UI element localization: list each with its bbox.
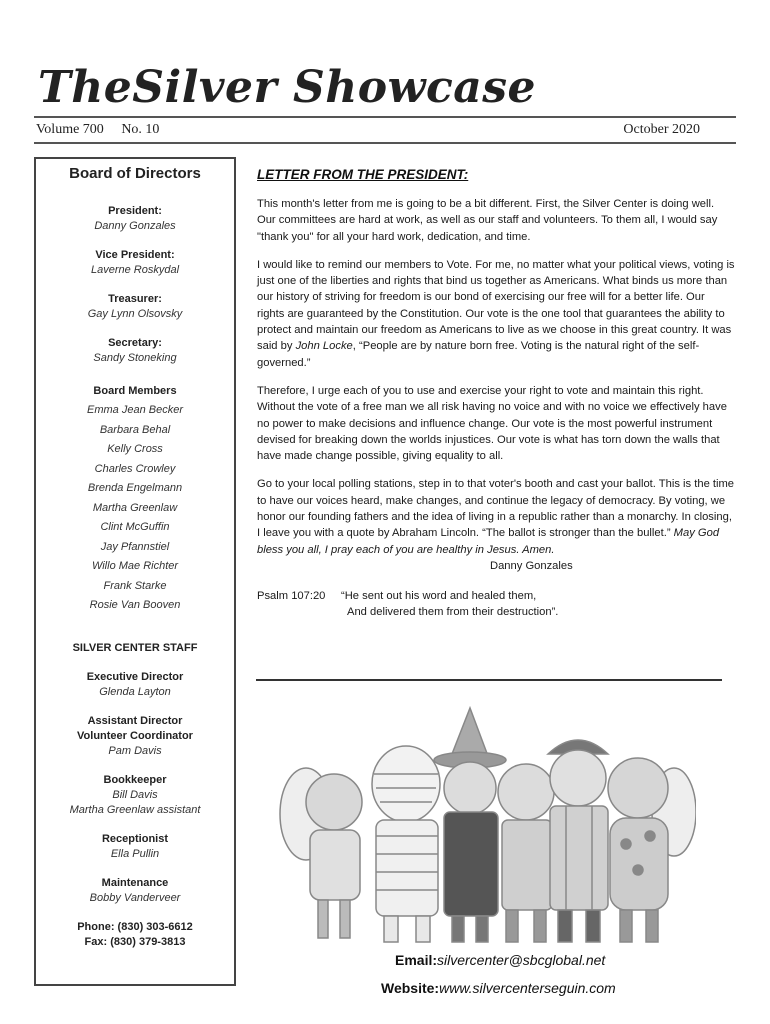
letter-paragraph: Therefore, I urge each of you to use and exercise your right to vote and maintain this right. Without the vote of a free man we all risk having no voice and with no voice we effectively have no power to make decisions and influence change. Our vote is the most powerful instrument devised for breaking down the worlds injustices. Our vote is what has torn down the walls that have made change possible, giving equality to all. — [257, 384, 727, 463]
officer-role: Vice President: — [95, 249, 175, 261]
fax-number: Fax: (830) 379-3813 — [84, 935, 186, 948]
letter-paragraph: This month's letter from me is going to be a bit different. First, the Silver Center is doing well. Our committees are hard at work, as well as our staff and volunteers. To them all, I would say "thank you" for all your hard work, dedication, and time. — [257, 198, 718, 243]
closing-blessing: May God bless you all, I pray each of you are healthy in Jesus. Amen. — [257, 527, 720, 556]
staff-role: Maintenance — [101, 876, 169, 889]
member-name: Martha Greenlaw — [92, 501, 178, 514]
staff-name: Bobby Vanderveer — [89, 891, 181, 904]
sidebar — [34, 157, 236, 986]
officer-name: Danny Gonzales — [94, 220, 176, 232]
board-heading: Board of Directors — [69, 165, 201, 182]
psalm-reference: Psalm 107:20 — [257, 589, 326, 602]
staff-name: Ella Pullin — [110, 847, 160, 860]
email-label: Email: — [395, 952, 438, 968]
president-letter — [257, 167, 735, 620]
issue-number: No. 10 — [121, 122, 160, 137]
newsletter-title: TheSilver Showcase — [38, 62, 537, 113]
member-name: Charles Crowley — [94, 462, 176, 475]
member-name: Brenda Engelmann — [87, 482, 183, 494]
staff-role: Executive Director — [86, 670, 184, 683]
issue-line — [36, 122, 700, 138]
masthead-rule-top — [34, 116, 736, 118]
officer-role: President: — [108, 205, 162, 217]
staff-block — [36, 876, 234, 906]
staff-name: Glenda Layton — [99, 685, 171, 698]
costume-kids-image — [276, 704, 696, 950]
psalm-text — [341, 588, 558, 620]
officer-block — [36, 336, 234, 366]
letter-paragraph — [257, 476, 735, 557]
member-name: Rosie Van Booven — [89, 599, 181, 611]
psalm-line: And delivered them from their destruction”. — [347, 605, 559, 618]
staff-block — [36, 773, 234, 818]
member-name: Kelly Cross — [107, 443, 163, 455]
masthead-rule-bottom — [34, 142, 736, 144]
staff-block — [36, 714, 234, 759]
staff-block — [36, 670, 234, 700]
masthead — [34, 58, 734, 118]
member-name: Barbara Behal — [99, 423, 171, 436]
staff-role-secondary: Volunteer Coordinator — [77, 729, 193, 742]
board-members — [36, 384, 234, 616]
letter-divider — [256, 679, 722, 681]
volume-label: Volume 700 — [36, 122, 104, 137]
paragraph-text: I would like to remind our members to Vote. For me, no matter what your political views, voting is just one of the liberties and rights that bind us together as Americans. What binds us more than our history of striving for freedom is our bond of exercising our free will for a better life. Our rights are guaranteed by the Constitution. Our vote is the one tool that guarantees the ability to protect and maintain our freedom as Americans to live as we choose in this great country. It was said by — [257, 258, 735, 353]
officer-block — [36, 248, 234, 278]
officer-role: Treasurer: — [108, 293, 162, 305]
website-url[interactable]: www.silvercenterseguin.com — [439, 980, 616, 996]
letter-heading: LETTER FROM THE PRESIDENT: — [257, 167, 469, 182]
staff-name: Pam Davis — [108, 744, 162, 757]
letter-paragraph — [257, 257, 735, 371]
letter-signature: Danny Gonzales — [490, 559, 573, 572]
staff-role: Bookkeeper — [103, 773, 167, 786]
staff-block — [36, 832, 234, 862]
phone-number: Phone: (830) 303-6612 — [77, 920, 193, 933]
staff-list — [36, 670, 234, 906]
officer-name: Laverne Roskydal — [90, 264, 180, 276]
officer-name: Gay Lynn Olsovsky — [87, 308, 183, 320]
officer-block — [36, 292, 234, 322]
quote-author: John Locke — [295, 340, 353, 353]
officer-block — [36, 204, 234, 234]
staff-role: Assistant Director — [87, 714, 183, 727]
psalm-line: “He sent out his word and healed them, — [341, 589, 537, 602]
member-name: Emma Jean Becker — [87, 404, 183, 416]
officer-name: Sandy Stoneking — [93, 352, 177, 364]
halloween-costumes-illustration — [276, 704, 696, 950]
website-line — [381, 980, 616, 996]
center-contact — [36, 920, 234, 950]
member-name: Jay Pfannstiel — [100, 540, 170, 553]
website-label: Website: — [381, 980, 440, 996]
staff-name: Martha Greenlaw assistant — [69, 803, 201, 816]
email-address[interactable]: silvercenter@sbcglobal.net — [437, 952, 606, 968]
member-name: Willo Mae Richter — [91, 560, 179, 572]
staff-heading: SILVER CENTER STAFF — [72, 641, 198, 654]
psalm-quote — [257, 588, 735, 620]
staff-role: Receptionist — [101, 832, 168, 845]
member-name: Frank Starke — [103, 579, 167, 592]
officer-role: Secretary: — [108, 337, 162, 349]
staff-name: Bill Davis — [112, 788, 158, 801]
quote-text: , “People are by nature born free. Voting is the natural right of the self-governed.” — [257, 340, 700, 369]
members-heading: Board Members — [93, 385, 177, 397]
member-name: Clint McGuffin — [100, 521, 170, 533]
email-line — [395, 952, 605, 968]
issue-date: October 2020 — [623, 122, 700, 137]
paragraph-text: Go to your local polling stations, step in to that voter's booth and cast your ballot. This is the time to have our voices heard, make changes, and continue the legacy of democracy. By voting, we honor our founding fathers and the idea of living in a republic rather than a monarchy. In closing, I leave you with a quote by Abraham Lincoln. “The ballot is stronger than the bullet.” — [257, 478, 735, 540]
